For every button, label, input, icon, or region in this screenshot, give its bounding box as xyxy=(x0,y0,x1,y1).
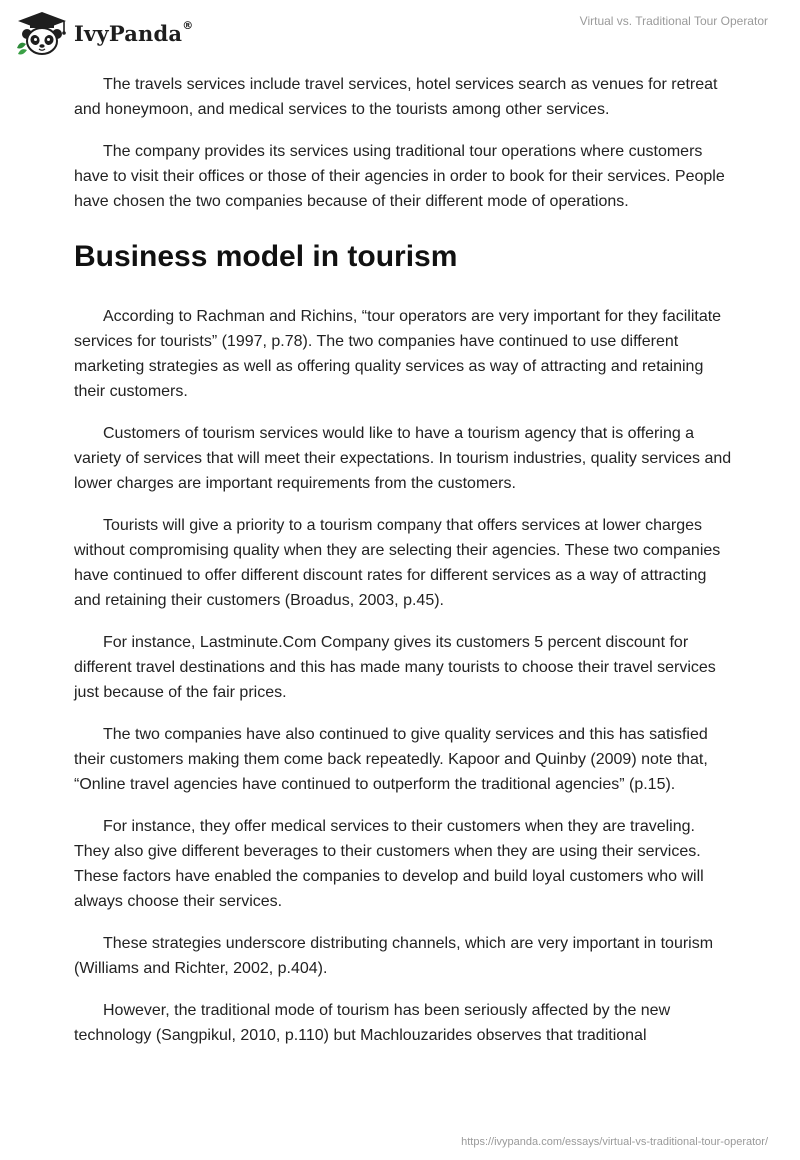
paragraph: The travels services include travel services, hotel services search as venues for retreat and honeymoon, and medical services to the tourists among other services. xyxy=(74,76,718,118)
ivypanda-logo[interactable] xyxy=(14,10,193,56)
panda-graduate-icon xyxy=(14,10,70,56)
paragraph: However, the traditional mode of tourism has been seriously affected by the new technology (Sangpikul, 2010, p.110) but Machlouzarides observes that traditional xyxy=(74,1002,671,1044)
paragraph: Customers of tourism services would like to have a tourism agency that is offering a variety of services that will meet their expectations. In tourism industries, quality services and lower charges are important requirements from the customers. xyxy=(74,425,732,492)
section-heading: Business model in tourism xyxy=(74,240,458,273)
logo-text: IvyPanda xyxy=(74,20,183,46)
page-header xyxy=(0,0,800,70)
registered-mark: ® xyxy=(182,18,194,32)
essay-content xyxy=(74,72,734,1065)
document-title: Virtual vs. Traditional Tour Operator xyxy=(579,14,768,28)
paragraph: For instance, they offer medical services to their customers when they are traveling. They also give different beverages to their customers when they are using their services. These factors have enabled the companies to develop and build loyal customers who will always choose their services. xyxy=(74,818,704,910)
paragraph: These strategies underscore distributing channels, which are very important in tourism (Williams and Richter, 2002, p.404). xyxy=(74,935,714,977)
paragraph: The company provides its services using traditional tour operations where customers have to visit their offices or those of their agencies in order to book for their services. People have chosen the two companies because of their different mode of operations. xyxy=(74,143,725,210)
logo-wordmark xyxy=(74,18,194,46)
paragraph: The two companies have also continued to give quality services and this has satisfied their customers making them come back repeatedly. Kapoor and Quinby (2009) note that, “Online travel agencies have continued to outperform the traditional agencies” (p.15). xyxy=(74,726,708,793)
source-url[interactable]: https://ivypanda.com/essays/virtual-vs-traditional-tour-operator/ xyxy=(461,1136,768,1148)
paragraph: Tourists will give a priority to a tourism company that offers services at lower charges without compromising quality when they are selecting their agencies. These two companies have continued to offer different discount rates for different services as a way of attracting and retaining their customers (Broadus, 2003, p.45). xyxy=(74,517,721,609)
paragraph: For instance, Lastminute.Com Company gives its customers 5 percent discount for different travel destinations and this has made many tourists to choose their travel services just because of the fair prices. xyxy=(74,634,716,701)
paragraph: According to Rachman and Richins, “tour operators are very important for they facilitate services for tourists” (1997, p.78). The two companies have continued to use different marketing strategies as well as offering quality services as way of attracting and retaining their customers. xyxy=(74,308,722,400)
